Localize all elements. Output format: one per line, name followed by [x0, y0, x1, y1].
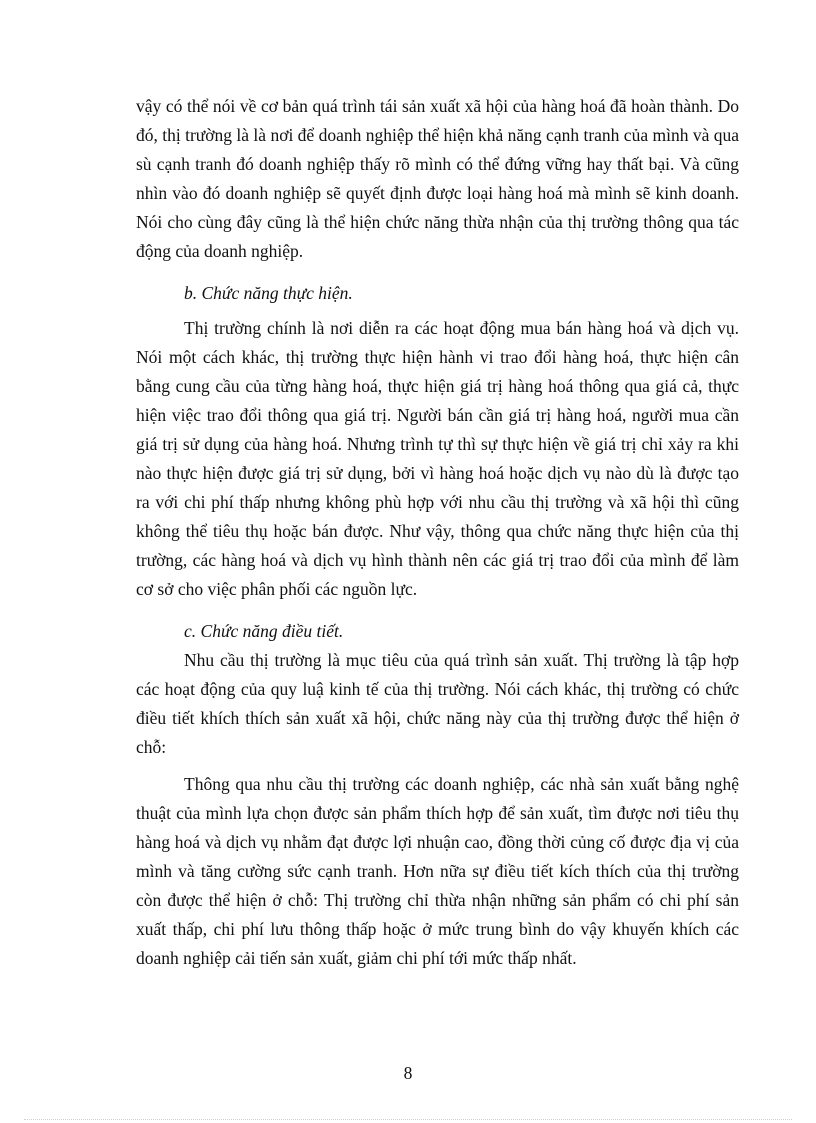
paragraph-implementation-function: Thị trường chính là nơi diễn ra các hoạt động mua bán hàng hoá và dịch vụ. Nói một cách khác, thị trường thực hiện hành vi trao đổi hàng hoá, thực hiện cân bằng cung cầu của từng hàng hoá, thực hiện giá trị hàng hoá thông qua giá cả, thực hiện việc trao đổi thông qua giá trị. Người bán cần giá trị hàng hoá, người mua cần giá trị sử dụng của hàng hoá. Nhưng trình tự thì sự thực hiện về giá trị chỉ xảy ra khi nào thực hiện được giá trị sử dụng, bởi vì hàng hoá hoặc dịch vụ nào dù là được tạo ra với chi phí thấp nhưng không phù hợp với nhu cầu thị trường và xã hội thì cũng không thể tiêu thụ hoặc bán được. Như vậy, thông qua chức năng thực hiện của thị trường, các hàng hoá và dịch vụ hình thành nên các giá trị trao đổi của mình để làm cơ sở cho việc phân phối các nguồn lực. — [136, 318, 739, 599]
paragraph-market-demand: Thông qua nhu cầu thị trường các doanh nghiệp, các nhà sản xuất bằng nghệ thuật của mình lựa chọn được sản phẩm thích hợp để sản xuất, tìm được nơi tiêu thụ hàng hoá và dịch vụ nhằm đạt được lợi nhuận cao, đồng thời củng cố được địa vị của mình và tăng cường sức cạnh tranh. Hơn nữa sự điều tiết kích thích của thị trường còn được thể hiện ở chỗ: Thị trường chỉ thừa nhận những sản phẩm có chi phí sản xuất thấp, chi phí lưu thông thấp hoặc ở mức trung bình do vậy khuyến khích các doanh nghiệp cải tiến sản xuất, giảm chi phí tới mức thấp nhất. — [136, 774, 739, 968]
page-body — [136, 92, 739, 973]
page-number: 8 — [403, 1063, 413, 1083]
section-heading-b: b. Chức năng thực hiện. — [184, 283, 353, 303]
section-heading-c: c. Chức năng điều tiết. — [184, 621, 344, 641]
paragraph-continuation: vậy có thể nói về cơ bản quá trình tái sản xuất xã hội của hàng hoá đã hoàn thành. Do đó, thị trường là là nơi để doanh nghiệp thể hiện khả năng cạnh tranh của mình và qua sù cạnh tranh đó doanh nghiệp thấy rõ mình có thể đứng vững hay thất bại. Và cũng nhìn vào đó doanh nghiệp sẽ quyết định được loại hàng hoá mà mình sẽ kinh doanh. Nói cho cùng đây cũng là thể hiện chức năng thừa nhận của thị trường thông qua tác động của doanh nghiệp. — [136, 96, 739, 261]
page-bottom-divider — [24, 1119, 792, 1120]
paragraph-regulation-function: Nhu cầu thị trường là mục tiêu của quá trình sản xuất. Thị trường là tập hợp các hoạt động của quy luậ kinh tế của thị trường. Nói cách khác, thị trường có chức điều tiết khích thích sản xuất xã hội, chức năng này của thị trường được thể hiện ở chỗ: — [136, 650, 739, 757]
